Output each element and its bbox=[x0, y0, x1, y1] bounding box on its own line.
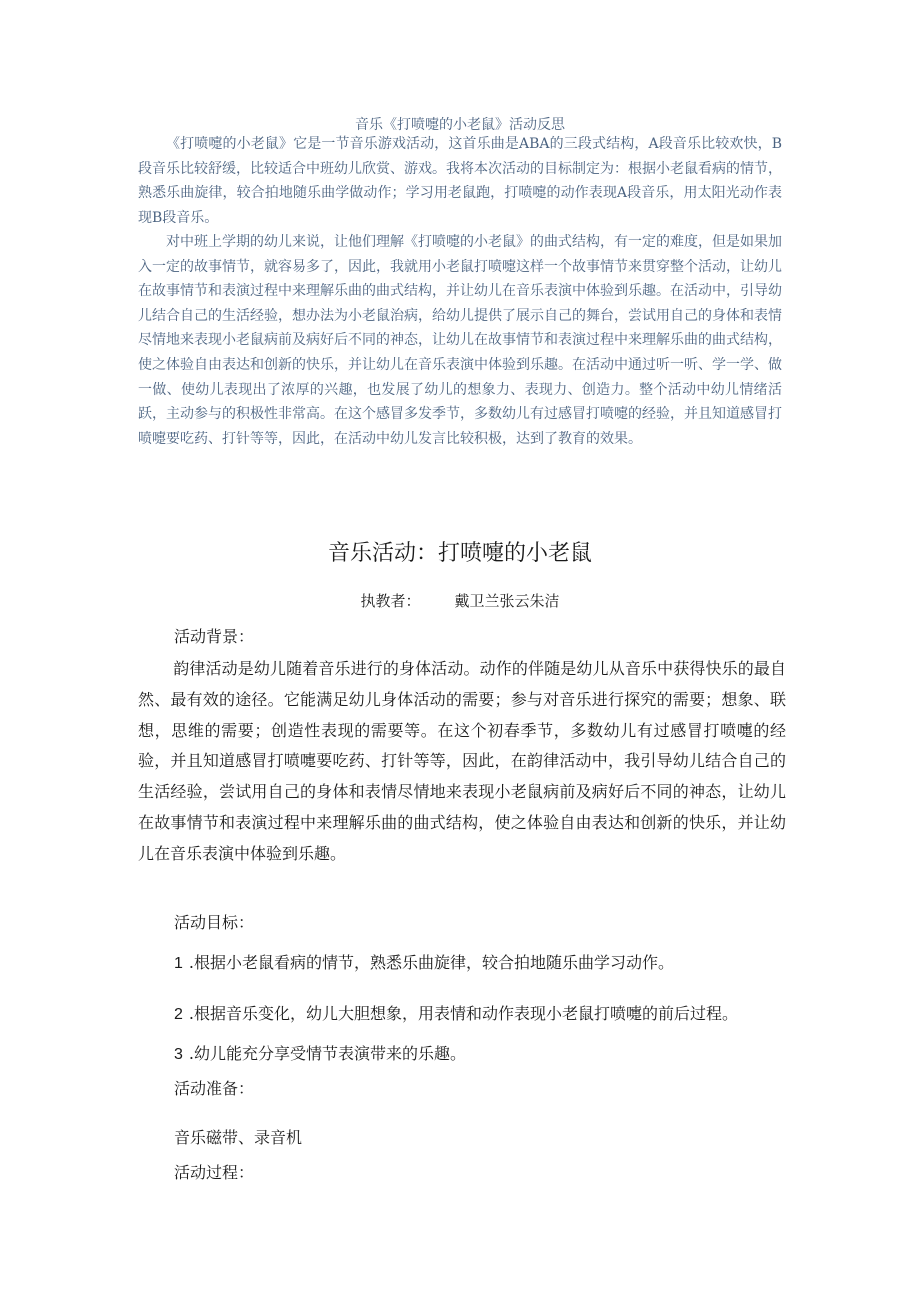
background-paragraph bbox=[138, 654, 786, 870]
goal-text: .根据小老鼠看病的情节，熟悉乐曲旋律，较合拍地随乐曲学习动作。 bbox=[188, 953, 674, 972]
goal-number: 1 bbox=[174, 955, 183, 972]
background-heading: 活动背景： bbox=[174, 627, 255, 646]
goal-item-3 bbox=[174, 1041, 466, 1064]
teacher-label: 执教者： bbox=[360, 592, 421, 610]
reflection-paragraph-2 bbox=[138, 230, 782, 451]
goal-number: 3 bbox=[174, 1046, 183, 1063]
goal-number: 2 bbox=[174, 1006, 183, 1023]
reflection-title: 音乐《打喷嚏的小老鼠》活动反思 bbox=[355, 117, 565, 133]
process-heading: 活动过程： bbox=[174, 1163, 255, 1182]
teacher-line bbox=[0, 590, 920, 611]
goals-heading: 活动目标： bbox=[174, 913, 255, 932]
goal-text: .根据音乐变化，幼儿大胆想象，用表情和动作表现小老鼠打喷嚏的前后过程。 bbox=[188, 1004, 738, 1023]
teacher-names: 戴卫兰张云朱洁 bbox=[454, 592, 560, 610]
lesson-title: 音乐活动：打喷嚏的小老鼠 bbox=[327, 541, 592, 566]
reflection-text-2: 对中班上学期的幼儿来说，让他们理解《打喷嚏的小老鼠》的曲式结构，有一定的难度，但是如果加入一定的故事情节，就容易多了，因此，我就用小老鼠打喷嚏这样一个故事情节来贯穿整个活动，让幼儿在故事情节和表演过程中来理解乐曲的曲式结构，并让幼儿在音乐表演中体验到乐趣。在活动中，引导幼儿结合自己的生活经验，想办法为小老鼠治病，给幼儿提供了展示自己的舞台，尝试用自己的身体和表情尽情地来表现小老鼠病前及病好后不同的神态，让幼儿在故事情节和表演过程中来理解乐曲的曲式结构，使之体验自由表达和创新的快乐，并让幼儿在音乐表演中体验到乐趣。在活动中通过听一听、学一学、做一做、使幼儿表现出了浓厚的兴趣，也发展了幼儿的想象力、表现力、创造力。整个活动中幼儿情绪活跃，主动参与的积极性非常高。在这个感冒多发季节，多数幼儿有过感冒打喷嚏的经验，并且知道感冒打喷嚏要吃药、打针等等，因此，在活动中幼儿发言比较积极，达到了教育的效果。 bbox=[138, 234, 782, 447]
prep-heading: 活动准备： bbox=[174, 1079, 255, 1098]
reflection-text-1: 《打喷嚏的小老鼠》它是一节音乐游戏活动，这首乐曲是ABA的三段式结构，A段音乐比较欢快，B段音乐比较舒缓，比较适合中班幼儿欣赏、游戏。我将本次活动的目标制定为：根据小老鼠看病的情节，熟悉乐曲旋律，较合拍地随乐曲学做动作；学习用老鼠跑，打喷嚏的动作表现A段音乐，用太阳光动作表现B段音乐。 bbox=[138, 136, 782, 226]
goal-text: .幼儿能充分享受情节表演带来的乐趣。 bbox=[188, 1044, 466, 1063]
prep-text: 音乐磁带、录音机 bbox=[174, 1128, 303, 1147]
goal-item-1 bbox=[174, 950, 674, 973]
goal-item-2 bbox=[174, 1001, 738, 1024]
reflection-paragraph-1 bbox=[138, 132, 782, 230]
background-text: 韵律活动是幼儿随着音乐进行的身体活动。动作的伴随是幼儿从音乐中获得快乐的最自然、最有效的途径。它能满足幼儿身体活动的需要；参与对音乐进行探究的需要；想象、联想，思维的需要；创造性表现的需要等。在这个初春季节，多数幼儿有过感冒打喷嚏的经验，并且知道感冒打喷嚏要吃药、打针等等，因此，在韵律活动中，我引导幼儿结合自己的生活经验，尝试用自己的身体和表情尽情地来表现小老鼠病前及病好后不同的神态，让幼儿在故事情节和表演过程中来理解乐曲的曲式结构，使之体验自由表达和创新的快乐，并让幼儿在音乐表演中体验到乐趣。 bbox=[138, 659, 786, 863]
